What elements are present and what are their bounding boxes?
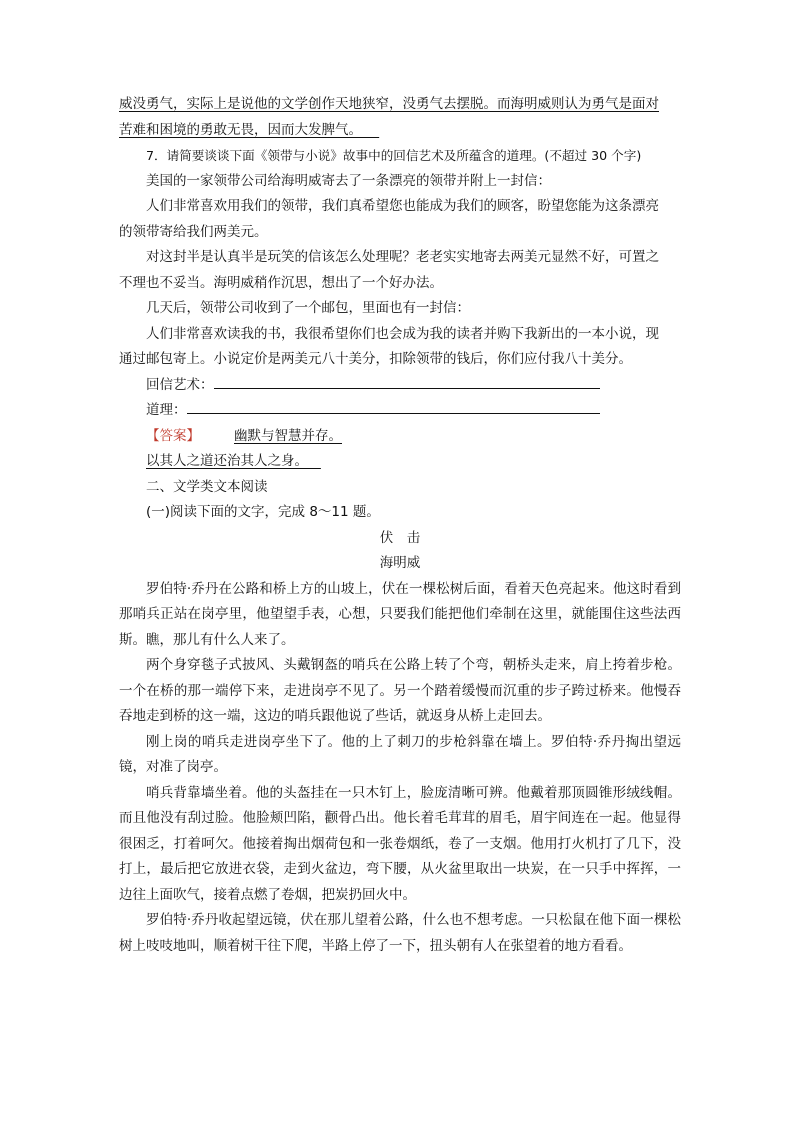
reason-blank[interactable] xyxy=(187,399,600,414)
reason-label: 道理： xyxy=(146,402,187,418)
section-2-heading: 二、文学类文本阅读 xyxy=(146,478,268,495)
section-2-subheading: (一)阅读下面的文字，完成 8～11 题。 xyxy=(146,504,380,520)
q7-paragraph-5a: 人们非常喜欢读我的书，我很希望你们也会成为我的读者并购下我新出的一本小说，现 xyxy=(146,325,659,342)
document-page xyxy=(119,92,681,959)
q7-paragraph-3b: 不理也不妥当。海明威稍作沉思，想出了一个好办法。 xyxy=(119,274,443,291)
intro-line-1: 威没勇气，实际上是说他的文学创作天地狭窄，没勇气去摆脱。而海明威则认为勇气是面对 xyxy=(119,96,659,112)
q7-paragraph-3a: 对这封半是认真半是玩笑的信该怎么处理呢？老老实实地寄去两美元显然不好，可置之 xyxy=(146,249,659,265)
q7-paragraph-1: 美国的一家领带公司给海明威寄去了一条漂亮的领带并附上一封信： xyxy=(146,172,551,189)
story-author: 海明威 xyxy=(379,555,421,571)
reply-art-label: 回信艺术： xyxy=(146,376,214,393)
answer-1: 幽默与智慧并存。 xyxy=(234,427,342,444)
answer-line-2 xyxy=(119,449,681,475)
question-7: 7．请简要谈谈下面《领带与小说》故事中的回信艺术及所蕴含的道理。(不超过 30 个字) xyxy=(146,148,642,163)
story-paragraph-2: 两个身穿毯子式披风、头戴钢盔的哨兵在公路上转了个弯，朝桥头走来，肩上挎着步枪。一个在桥的那一端停下来，走进岗亭不见了。另一个踏着缓慢而沉重的步子跨过桥来。他慢吞吞地走到桥的这一端，这边的哨兵跟他说了些话，就返身从桥上走回去。 xyxy=(119,657,681,724)
story-paragraph-3: 刚上岗的哨兵走进岗亭坐下了。他的上了刺刀的步枪斜靠在墙上。罗伯特·乔丹掏出望远镜，对准了岗亭。 xyxy=(119,733,681,775)
q7-paragraph-2a: 人们非常喜欢用我们的领带，我们真希望您也能成为我们的顾客，盼望您能为这条漂亮 xyxy=(146,198,659,214)
story-paragraph-1: 罗伯特·乔丹在公路和桥上方的山坡上，伏在一棵松树后面，看着天色亮起来。他这时看到那哨兵正站在岗亭里，他望望手表，心想，只要我们能把他们牵制在这里，就能围住这些法西斯。瞧，那儿有什么人来了。 xyxy=(119,580,681,648)
answer-line-1 xyxy=(119,424,681,450)
reply-art-field xyxy=(119,373,681,399)
answer-2: 以其人之道还治其人之身。 xyxy=(146,453,308,469)
q7-paragraph-4: 几天后，领带公司收到了一个邮包，里面也有一封信： xyxy=(146,300,470,316)
answer-label: 【答案】 xyxy=(146,427,200,444)
q7-paragraph-5b: 通过邮包寄上。小说定价是两美元八十美分，扣除领带的钱后，你们应付我八十美分。 xyxy=(119,351,632,367)
reply-art-blank[interactable] xyxy=(214,374,600,389)
reason-field xyxy=(119,398,681,424)
q7-paragraph-2b: 的领带寄给我们两美元。 xyxy=(119,223,268,240)
story-paragraph-4: 哨兵背靠墙坐着。他的头盔挂在一只木钉上，脸庞清晰可辨。他戴着那顶圆锥形绒线帽。而且他没有刮过脸。他脸颊凹陷，颧骨凸出。他长着毛茸茸的眉毛，眉宇间连在一起。他显得很困乏，打着呵欠。他接着掏出烟荷包和一张卷烟纸，卷了一支烟。他用打火机打了几下，没打上，最后把它放进衣袋，走到火盆边，弯下腰，从火盆里取出一块炭，在一只手中挥挥，一边往上面吹气，接着点燃了卷烟，把炭扔回火中。 xyxy=(119,784,681,903)
story-title: 伏 击 xyxy=(379,529,421,546)
intro-line-2: 苦难和困境的勇敢无畏，因而大发脾气。 xyxy=(119,121,362,138)
story-paragraph-5: 罗伯特·乔丹收起望远镜，伏在那儿望着公路，什么也不想考虑。一只松鼠在他下面一棵松树上吱吱地叫，顺着树干往下爬，半路上停了一下，扭头朝有人在张望着的地方看看。 xyxy=(119,912,681,954)
